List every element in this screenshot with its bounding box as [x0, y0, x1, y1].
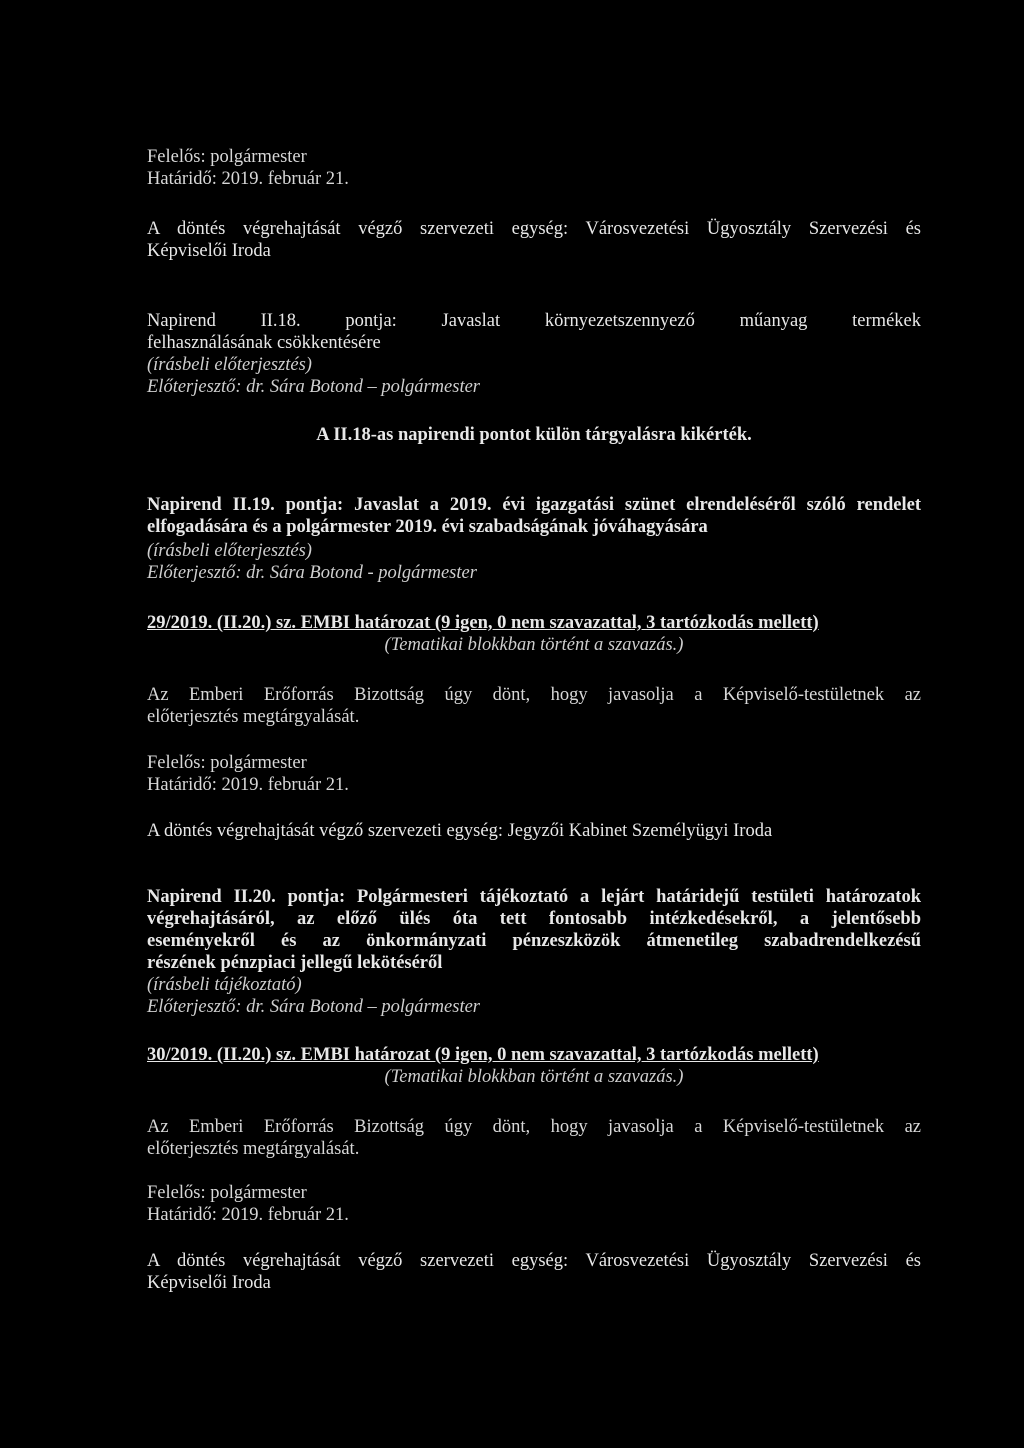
agenda-title-line: elfogadására és a polgármester 2019. évi szabadságának jóváhagyására — [147, 517, 708, 537]
responsibility-block-1 — [147, 146, 921, 190]
separate-discussion-note — [147, 424, 921, 446]
agenda-title-line: végrehajtásáról, az előző ülés óta tett fontosabb intézkedésekről, a jelentősebb — [147, 909, 921, 929]
decision-29 — [147, 684, 921, 728]
hatarido-line: Határidő: 2019. február 21. — [147, 775, 349, 795]
executing-unit-line: A döntés végrehajtását végző szervezeti egység: Jegyzői Kabinet Személyügyi Iroda — [147, 821, 773, 841]
agenda-ii-20-meta — [147, 974, 921, 1018]
submission-type: (írásbeli előterjesztés) — [147, 541, 312, 561]
resolution-title: 29/2019. (II.20.) sz. EMBI határozat (9 igen, 0 nem szavazattal, 3 tartózkodás mellett) — [147, 613, 819, 633]
resolution-29 — [147, 612, 921, 656]
agenda-title-line: eseményekről és az önkormányzati pénzeszközök átmenetileg szabadrendelkezésű — [147, 931, 921, 951]
note-text: A II.18-as napirendi pontot külön tárgyalásra kikérték. — [316, 425, 752, 445]
decision-line: előterjesztés megtárgyalását. — [147, 1139, 360, 1159]
agenda-item-ii-20 — [147, 886, 921, 974]
responsibility-block-2 — [147, 752, 921, 796]
presenter: Előterjesztő: dr. Sára Botond - polgármester — [147, 563, 477, 583]
vote-note: (Tematikai blokkban történt a szavazás.) — [384, 1067, 684, 1087]
decision-line: Az Emberi Erőforrás Bizottság úgy dönt, hogy javasolja a Képviselő-testületnek az — [147, 1117, 921, 1137]
resolution-title: 30/2019. (II.20.) sz. EMBI határozat (9 igen, 0 nem szavazattal, 3 tartózkodás mellett) — [147, 1045, 819, 1065]
hatarido-line: Határidő: 2019. február 21. — [147, 169, 349, 189]
agenda-ii-19-meta — [147, 540, 921, 584]
responsibility-block-3 — [147, 1182, 921, 1226]
executing-unit-line: A döntés végrehajtását végző szervezeti egység: Városvezetési Ügyosztály Szervezési és — [147, 1251, 921, 1271]
agenda-title-line: Napirend II.19. pontja: Javaslat a 2019. évi igazgatási szünet elrendeléséről szóló rendelet — [147, 495, 921, 515]
agenda-item-ii-19 — [147, 494, 921, 538]
executing-unit-3 — [147, 1250, 921, 1294]
resolution-30 — [147, 1044, 921, 1088]
agenda-title-line: felhasználásának csökkentésére — [147, 333, 381, 353]
agenda-title-line: Napirend II.20. pontja: Polgármesteri tájékoztató a lejárt határidejű testületi határozatok — [147, 887, 921, 907]
agenda-title-line: Napirend II.18. pontja: Javaslat környezetszennyező műanyag termékek — [147, 311, 921, 331]
submission-type: (írásbeli előterjesztés) — [147, 355, 312, 375]
decision-line: előterjesztés megtárgyalását. — [147, 707, 360, 727]
felelos-line: Felelős: polgármester — [147, 1183, 307, 1203]
felelos-line: Felelős: polgármester — [147, 147, 307, 167]
hatarido-line: Határidő: 2019. február 21. — [147, 1205, 349, 1225]
felelos-line: Felelős: polgármester — [147, 753, 307, 773]
submission-type: (írásbeli tájékoztató) — [147, 975, 302, 995]
executing-unit-line: Képviselői Iroda — [147, 1273, 271, 1293]
executing-unit-line: Képviselői Iroda — [147, 241, 271, 261]
vote-note: (Tematikai blokkban történt a szavazás.) — [384, 635, 684, 655]
agenda-title-line: részének pénzpiaci jellegű lekötéséről — [147, 953, 443, 973]
executing-unit-line: A döntés végrehajtását végző szervezeti egység: Városvezetési Ügyosztály Szervezési és — [147, 219, 921, 239]
executing-unit-2 — [147, 820, 921, 842]
agenda-item-ii-18 — [147, 310, 921, 398]
decision-30 — [147, 1116, 921, 1160]
executing-unit-1 — [147, 218, 921, 262]
presenter: Előterjesztő: dr. Sára Botond – polgármester — [147, 377, 480, 397]
decision-line: Az Emberi Erőforrás Bizottság úgy dönt, hogy javasolja a Képviselő-testületnek az — [147, 685, 921, 705]
presenter: Előterjesztő: dr. Sára Botond – polgármester — [147, 997, 480, 1017]
